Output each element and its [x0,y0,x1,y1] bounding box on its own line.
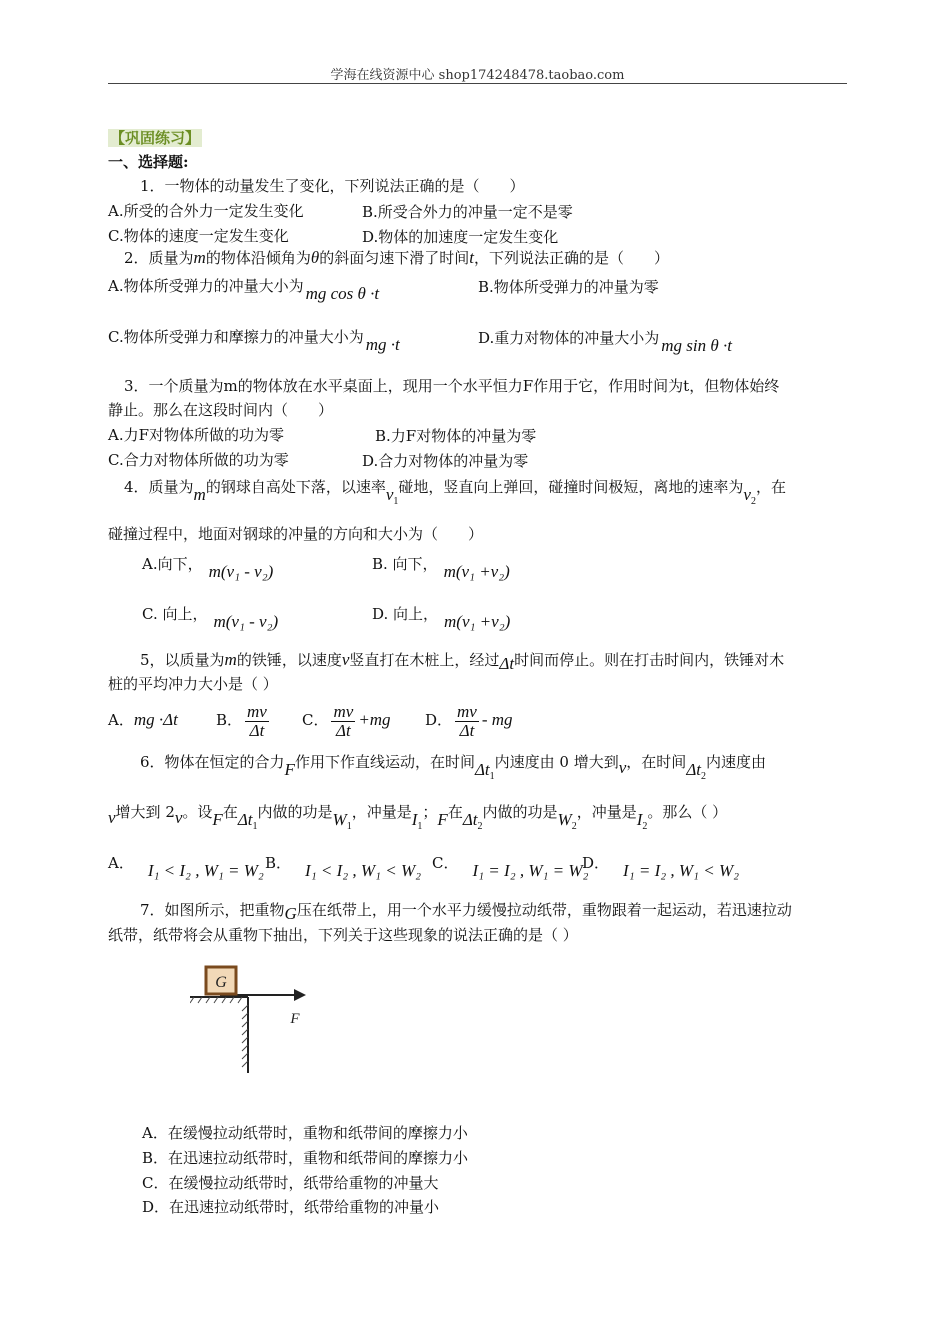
paper-tape-table [190,997,248,1073]
header-divider [108,83,847,84]
q2-option-d: D.重力对物体的冲量大小为 mg sin θ ·t [478,329,732,355]
q2-option-a-expr: mg cos θ ·t [305,284,380,303]
q4-option-c: C. 向上， m(v₁ - v₂) [142,605,279,631]
q5-stem-line1: 5，以质量为m的铁锤，以速度v竖直打在木桩上，经过Δt时间而停止。则在打击时间内，铁锤对木 [140,650,785,673]
fraction-mv-over-dt: $\frac{mv}{\Delta t}$ [247,701,267,740]
q6-option-d: D． I₁ = I₂ , W₁ < W₂ [582,854,740,880]
symbol-m: m [193,248,206,267]
q7-stem-line1: 7．如图所示，把重物G压在纸带上，用一个水平力缓慢拉动纸带，重物跟着一起运动，若迅速拉动 [140,901,792,923]
q2-stem: 2．质量为m的物体沿倾角为θ的斜面匀速下滑了时间t，下列说法正确的是（ ） [124,248,669,267]
q5-stem-line2: 桩的平均冲力大小是（ ） [108,675,278,693]
symbol-v: v [618,758,627,777]
q3-stem-line2: 静止。那么在这段时间内（ ） [108,401,334,419]
q5-option-a: A．mg ·Δt [108,710,178,729]
q7-option-d: D．在迅速拉动纸带时，纸带给重物的冲量小 [142,1198,440,1216]
q7-stem-line2: 纸带，纸带将会从重物下抽出，下列关于这些现象的说法正确的是（ ） [108,926,578,944]
symbol-v2: $v_2$ [743,485,756,507]
fraction-mv-over-dt: $\frac{mv}{\Delta t}$ [457,701,477,740]
section-subtitle: 一、选择题: [108,153,189,171]
q5-option-c: C． $\frac{mv}{\Delta t}$ +mg [302,701,391,740]
q6-option-c-expr: I₁ = I₂ , W₁ = W₂ [472,861,589,880]
symbol-m: m [224,650,237,669]
section-title: 【巩固练习】 [110,129,201,147]
q4-option-b: B. 向下， m(v₁ +v₂) [372,555,510,581]
q7-option-a: A．在缓慢拉动纸带时，重物和纸带间的摩擦力小 [142,1124,468,1142]
q5-option-a-expr: mg ·Δt [133,710,178,729]
q2-option-a: A.物体所受弹力的冲量大小为 mg cos θ ·t [108,277,380,303]
q6-option-b: B． I₁ < I₂ , W₁ < W₂ [265,854,422,880]
symbol-v: v [341,650,350,669]
symbol-delta-t1: $\Delta t_1$ [474,760,495,782]
q5-option-b: B． $\frac{mv}{\Delta t}$ [216,701,267,740]
symbol-delta-t: Δt [499,654,515,673]
q3-option-a: A.力F对物体所做的功为零 [108,426,285,444]
q1-option-a: A.所受的合外力一定发生变化 [108,202,304,220]
q6-stem-line1: 6．物体在恒定的合力F作用下作直线运动，在时间$\Delta t_1$内速度由 0 增大到v，在时间$\Delta t_2$内速度由 [140,753,767,782]
q3-option-c: C.合力对物体所做的功为零 [108,451,289,469]
q4-option-c-expr: m(v₁ - v₂) [213,612,279,631]
section-title-line [108,128,202,148]
force-arrow-icon [294,989,306,1001]
q1-stem: 1．一物体的动量发生了变化，下列说法正确的是（ ） [140,177,525,195]
symbol-v1: $v_1$ [385,485,399,507]
q7-option-b: B．在迅速拉动纸带时，重物和纸带间的摩擦力小 [142,1149,469,1167]
symbol-delta-t2: $\Delta t_2$ [686,760,707,782]
q4-stem-line1: 4．质量为m的钢球自高处下落，以速率$v_1$碰地，竖直向上弹回，碰撞时间极短，离地的速率为$v_2$，在 [124,478,786,507]
q2-option-c: C.物体所受弹力和摩擦力的冲量大小为 mg ·t [108,328,400,354]
figure-label-F: F [290,1011,300,1027]
symbol-t: t [469,248,474,267]
q1-option-c: C.物体的速度一定发生变化 [108,227,289,245]
q4-option-d-expr: m(v₁ +v₂) [444,612,511,631]
fraction-mv-over-dt: $\frac{mv}{\Delta t}$ [333,701,354,740]
q2-option-c-expr: mg ·t [365,335,400,354]
q3-option-d: D.合力对物体的冲量为零 [362,452,529,470]
q6-stem-line2: v增大到 2v。设F在$\Delta t_1$内做的功是$W_1$，冲量是$I_1$；F在$\Delta t_2$内做的功是$W_2$，冲量是$I_2$。那么（ ） [108,803,728,832]
q4-option-d: D. 向上， m(v₁ +v₂) [372,605,511,631]
page-header: 学海在线资源中心 shop174248478.taobao.com [330,68,625,83]
q2-option-d-expr: mg sin θ ·t [661,336,732,355]
q7-option-c: C．在缓慢拉动纸带时，纸带给重物的冲量大 [142,1174,439,1192]
q1-option-b: B.所受合外力的冲量一定不是零 [362,203,573,221]
q3-stem-line1: 3．一个质量为m的物体放在水平桌面上，现用一个水平恒力F作用于它，作用时间为t，但物体始终 [124,377,780,395]
q2-option-b: B.物体所受弹力的冲量为零 [478,278,659,296]
q3-option-b: B.力F对物体的冲量为零 [375,427,537,445]
q6-option-a-expr: I₁ < I₂ , W₁ = W₂ [147,861,264,880]
figure-label-G: G [215,974,227,991]
q4-option-a-expr: m(v₁ - v₂) [208,562,274,581]
q6-option-c: C． I₁ = I₂ , W₁ = W₂ [432,854,589,880]
q6-option-b-expr: I₁ < I₂ , W₁ < W₂ [305,861,422,880]
q4-option-b-expr: m(v₁ +v₂) [443,562,510,581]
symbol-theta: θ [310,248,320,267]
symbol-G: G [284,904,297,923]
symbol-m: m [193,485,206,504]
q1-option-d: D.物体的加速度一定发生变化 [362,228,559,246]
q5-option-d: D． $\frac{mv}{\Delta t}$ - mg [425,701,513,740]
q4-option-a: A.向下， m(v₁ - v₂) [142,555,274,581]
q6-option-d-expr: I₁ = I₂ , W₁ < W₂ [623,861,740,880]
symbol-F: F [284,760,295,779]
q4-stem-line2: 碰撞过程中，地面对钢球的冲量的方向和大小为（ ） [108,525,484,543]
q7-figure [190,955,320,1075]
q6-option-a: A． I₁ < I₂ , W₁ = W₂ [108,854,264,880]
